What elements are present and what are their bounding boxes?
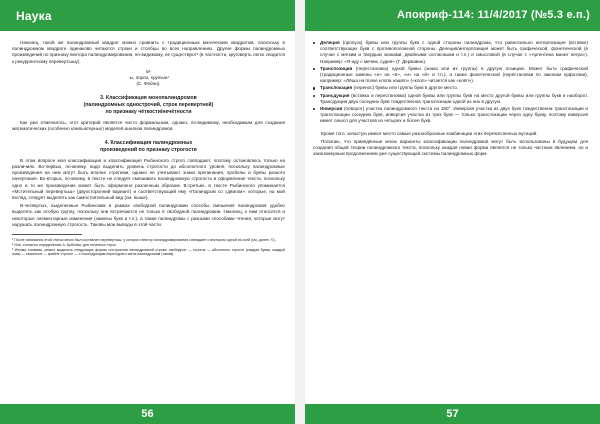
bullet-icon bbox=[313, 95, 315, 97]
bullet-term: Транслокация bbox=[320, 85, 353, 91]
left-page-number: 56 bbox=[141, 408, 154, 420]
list-item bbox=[313, 106, 588, 125]
footnote: ² Или, согласно определению А. Бубнова, для нечетных строк. bbox=[12, 242, 117, 247]
closing-paragraph: Полагаю, что приведённые мною варианты классификации палиндромов могут быть использованы в будущем для создания общей теории палиндромного текста, поскольку каждая новая форма является не только частным явлением, но и закономерным продолжением уже существующей системы палиндромных форм. bbox=[313, 138, 588, 157]
section3-heading-line: по признаку чёткости/нечётности bbox=[105, 109, 192, 116]
list-item bbox=[313, 40, 588, 65]
bullet-icon bbox=[313, 87, 315, 89]
left-header-bar bbox=[0, 0, 295, 31]
section4-heading-line: 4. Классификация палиндромных bbox=[104, 140, 193, 147]
footnote: ³ Иными словами, можно выделить следующие формы построения палиндромной строки: свободное — строгое — абсолютно строгое (каждая буква, каждый знак) — сюжетное — крайне строгое — с последующим переходом к мета-палиндромам (таким). bbox=[12, 247, 285, 257]
section4-heading bbox=[12, 140, 285, 154]
bullet-term: Инверсия bbox=[320, 106, 343, 112]
closing-paragraph: Кроме того, зачастую имеют место самые разнообразные комбинации этих перечисленных мутаций. bbox=[321, 130, 538, 136]
left-footer-bar bbox=[0, 404, 295, 424]
poem-quote bbox=[12, 69, 285, 88]
right-header-title: Апокриф-114: 11/4/2017 (№5.3 е.п.) bbox=[396, 9, 590, 21]
intro-paragraph: Наконец, такой же палиндромный квадрат можно сравнить с традиционным магическим квадратом, поскольку в палиндромном квадрате одинаково читаются строки и столбцы во всех направлениях. Другие формы палиндромных произведений по признаку вектора палиндромирования, по-видимому, не существуют¹ (в частности, круговерть легко сводится к рекуррентному перевертышу). bbox=[12, 40, 285, 64]
poem-author: (С. Федин). bbox=[136, 81, 161, 87]
closing-section bbox=[313, 131, 588, 158]
section3-heading bbox=[12, 95, 285, 115]
list-item bbox=[313, 66, 588, 85]
left-page-body bbox=[12, 40, 285, 257]
section3-heading-line: (палиндромных однострочий, строк перевертней) bbox=[83, 102, 214, 109]
section3-paragraph: Как уже отмечалось, этот критерий является чисто формальным, однако, по-видимому, необходимым для создания математических (особенно компьютерных) моделей анализа палиндромов. bbox=[12, 119, 285, 132]
bullet-term: Транспозиция bbox=[320, 65, 353, 71]
bullet-text: (пропуск) буквы или группы букв с одной стороны палиндрома, что равносильно интерпозиции (вставке) соответствующих букв с противоположной стороны. Делеция/интерпозиция может быть графической, фонетической (в случае с мягким и твердым знаками, двойными согласными и т.п.) и смысловой (в случае с «Аргентина манит негра»). Например: «Я иду с мечем, судия» (Г. Державин). bbox=[320, 40, 589, 64]
bullet-icon bbox=[313, 108, 315, 110]
list-item bbox=[313, 85, 588, 91]
left-header-title: Наука bbox=[16, 9, 52, 23]
list-item bbox=[313, 93, 588, 105]
left-page bbox=[0, 0, 295, 424]
bullet-term: Делеция bbox=[320, 40, 340, 45]
bullet-term: Трансдукция bbox=[320, 92, 350, 98]
bullet-text: (поворот) участка палиндромного текста на 180°. Инверсия участка из двух букв тождественна транспозиции и транслокации соседних букв, инверсия участка из трех букв — только транслокации через одну букву, поэтому инверсия имеет смысл для участков из четырех и более букв. bbox=[320, 106, 589, 124]
right-header-bar bbox=[305, 0, 600, 31]
bullet-text: (перенос) буквы или группы букв в другое место. bbox=[353, 85, 458, 91]
section4-paragraph: В-четвертых, выделенные Рыбинским в рамках свободной палиндромии способы смешения палиндромов удобно выделять как особую группу, поскольку они встречаются не только в свободной палиндромии. Наконец, к ним относятся и некоторые элементарные изменения (замены букв и т.п.), а также палиндромы с разными способами чтения, которые могут нарушать палиндромную строгость. Таковы мои выводы в этой части. bbox=[12, 203, 285, 227]
poem-line: -ы, порог, крутые! bbox=[128, 75, 169, 81]
spine-gutter bbox=[295, 0, 305, 424]
footnote: ¹ После написания этой статьи мною был составлен перевертыш, у которого вектор палиндромирования совпадает с вектором одной из осей (см. далее, ©). bbox=[12, 238, 276, 243]
mutation-list bbox=[313, 40, 588, 125]
section4-heading-line: произведений по признаку строгости bbox=[100, 147, 197, 154]
bullet-text: (перестановка) одной буквы (знака или их группы) в другую позицию. Может быть графической (традиционные замены «е» на «ё», «и» на «й» и т.п.), а также фонетической (перестановки по законам орфоэпии), например: «Лёша на полке клопа нашёл» («клоп» читается как «клёп»). bbox=[320, 65, 588, 84]
footnote-divider bbox=[12, 234, 82, 235]
right-page-body bbox=[313, 40, 588, 159]
section3-heading-line: 3. Классификация монопалиндромов bbox=[100, 95, 197, 102]
right-page bbox=[305, 0, 600, 424]
right-page-number: 57 bbox=[446, 408, 459, 420]
right-footer-bar bbox=[305, 404, 600, 424]
bullet-icon bbox=[313, 42, 315, 44]
bullet-icon bbox=[313, 68, 315, 70]
poem-line: М- bbox=[145, 68, 152, 74]
section4-paragraph: В этом вопросе моя классификация и классификация Рыбинского строго совпадают, поэтому остановлюсь только на различиях. Во-первых, по-моему, надо выделить уровень строгости до абсолютного уровня, поскольку палиндромные произведения на нем могут быть вполне строгими, однако не учитывают знаки препинания, пробелы и буквы разного начертания. Во-вторых, по-моему, в тексте не следует смешивать палиндромную строгость и оформление текста, поскольку одно и то же произведение может быть оформлено различным образом. В-третьих, в тексте Рыбинского упоминается «Мстительный перевертыш» (двухсторонний вариант) и соответствующий ему «Палиндром со сдвигом», которые, на мой взгляд, следует выделять как самостоятельный вид (см. выше). bbox=[12, 157, 285, 201]
bullet-text: (вставка и перестановка) одной буквы или группы букв на место другой буквы или группы букв и наоборот. Трансдукция двух соседних букв тождественна транспозиции одной из них в другую. bbox=[320, 92, 588, 104]
